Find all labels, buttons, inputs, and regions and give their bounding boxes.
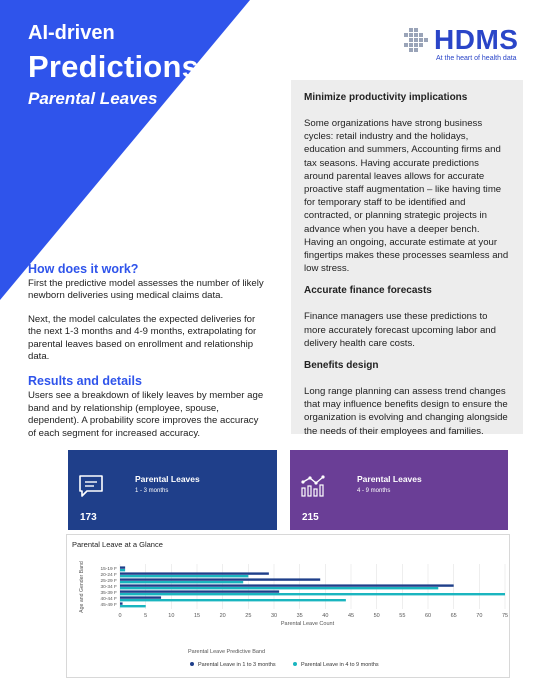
sidebar-panel [291,80,523,437]
how-paragraph-1: First the predictive model assesses the number of likely newborn deliveries using medical claims data. [28,278,264,302]
y-tick-label: 40-44 F [100,597,117,602]
y-tick-label: 15-19 F [100,567,117,572]
sidebar-paragraph: Long range planning can assess trend changes that may influence benefits design to ensure the organization is evolving and changing alongside the needs of their employees and families. [304,386,508,437]
logo-dot [409,43,413,47]
logo-dot [409,33,413,37]
x-tick-label: 0 [118,613,122,619]
bar-series-2 [120,593,505,595]
x-tick-label: 60 [424,613,432,619]
logo-dot [414,43,418,47]
sidebar-paragraph: Some organizations have strong business cycles: retail industry and the holidays, education and summers, Accounting firms and tax seasons. Having accurate predictions around parental leaves allows for accurate proactive staff augmentation – like having time for temporary staff to be identified and contracted, or planning strategic projects in advance when you have a deeper bench. Having an ongoing, accurate estimate at your fingertips makes these processes seamless and low stress. [304,118,509,275]
page-subtitle: Parental Leaves [28,89,158,108]
kpi-card-title: Parental Leaves [357,474,422,484]
kpi-card-title: Parental Leaves [135,474,200,484]
legend-marker [293,662,297,666]
logo-dot [404,33,408,37]
x-tick-label: 75 [501,613,509,619]
x-tick-label: 40 [322,613,329,619]
y-tick-label: 30-34 F [100,585,117,590]
legend-label: Parental Leave in 4 to 9 months [301,662,379,668]
bar-series-1 [120,590,279,592]
bar-series-2 [120,569,125,571]
kpi-card-subtitle: 4 - 9 months [357,488,391,494]
trend-chart-icon [300,474,326,498]
x-tick-label: 55 [399,613,406,619]
kpi-card-value: 215 [302,512,319,523]
bar-series-1 [120,572,269,574]
bar-series-2 [120,581,243,583]
x-tick-label: 5 [144,613,148,619]
logo-dot-grid-icon [404,28,430,54]
x-tick-label: 30 [270,613,278,619]
bar-series-2 [120,605,146,607]
hero-kicker: AI-driven [28,22,115,44]
chart-title: Parental Leave at a Glance [72,540,163,549]
kpi-card-1-3-months [68,450,277,530]
y-axis-label: Age and Gender Band [79,561,85,613]
y-tick-label: 35-39 F [100,591,117,596]
x-tick-label: 65 [450,613,457,619]
parental-leave-chart [66,534,510,678]
bar-series-1 [120,602,123,604]
logo-dot [414,38,418,42]
bar-series-1 [120,566,125,568]
bar-series-1 [120,596,161,598]
legend-title: Parental Leave Predictive Band [188,649,266,655]
kpi-card-4-9-months [290,450,508,530]
logo-dot [414,33,418,37]
bar-series-2 [120,575,248,577]
x-tick-label: 50 [373,613,380,619]
logo-dot [404,43,408,47]
logo-wordmark: HDMS [434,24,519,55]
section-heading-how: How does it work? [28,262,139,276]
x-axis-label: Parental Leave Count [280,621,335,627]
message-icon [78,474,104,498]
page-title: Predictions [28,49,200,84]
x-tick-label: 20 [219,613,226,619]
how-paragraph-2: Next, the model calculates the expected deliveries for the next 1-3 months and 4-9 months, extrapolating for parental leaves based on enrollment and relationship data. [28,313,257,363]
logo-dot [409,28,413,32]
hero-text [28,22,199,109]
sidebar-paragraph: Finance managers use these predictions to more accurately forecast upcoming labor and delivery health care costs. [304,311,496,349]
kpi-card-value: 173 [80,512,97,523]
logo-dot [424,38,428,42]
logo-dot [409,48,413,52]
sidebar-heading: Minimize productivity implications [304,92,468,103]
y-tick-label: 20-24 F [100,573,117,578]
logo-dot [414,28,418,32]
results-paragraph: Users see a breakdown of likely leaves by member age band and by relationship (employee, spouse, dependent). A probability score improves the accuracy of each segment for increased accuracy. [28,390,264,439]
logo-dot [409,38,413,42]
sidebar-heading: Accurate finance forecasts [304,285,432,297]
section-heading-results: Results and details [28,374,142,389]
logo-dot [419,43,423,47]
logo-dot [419,33,423,37]
legend-marker [190,662,194,666]
bar-series-2 [120,587,438,589]
legend-label: Parental Leave in 1 to 3 months [198,662,276,668]
bar-series-1 [120,584,454,586]
logo-dot [414,48,418,52]
chart-canvas [67,535,511,679]
y-tick-label: 45-49 F [100,603,117,608]
x-tick-label: 45 [347,613,355,619]
sidebar-heading: Benefits design [304,360,379,372]
logo-dot [419,38,423,42]
logo-tagline: At the heart of health data [436,55,517,62]
main-text-column [28,262,268,451]
kpi-card-subtitle: 1 - 3 months [135,488,169,494]
y-tick-label: 25-29 F [100,579,117,584]
x-tick-label: 15 [193,613,201,619]
bar-series-2 [120,599,346,601]
x-tick-label: 70 [476,613,483,619]
x-tick-label: 35 [296,613,303,619]
bar-series-1 [120,578,320,580]
x-tick-label: 25 [245,613,252,619]
x-tick-label: 10 [168,613,175,619]
